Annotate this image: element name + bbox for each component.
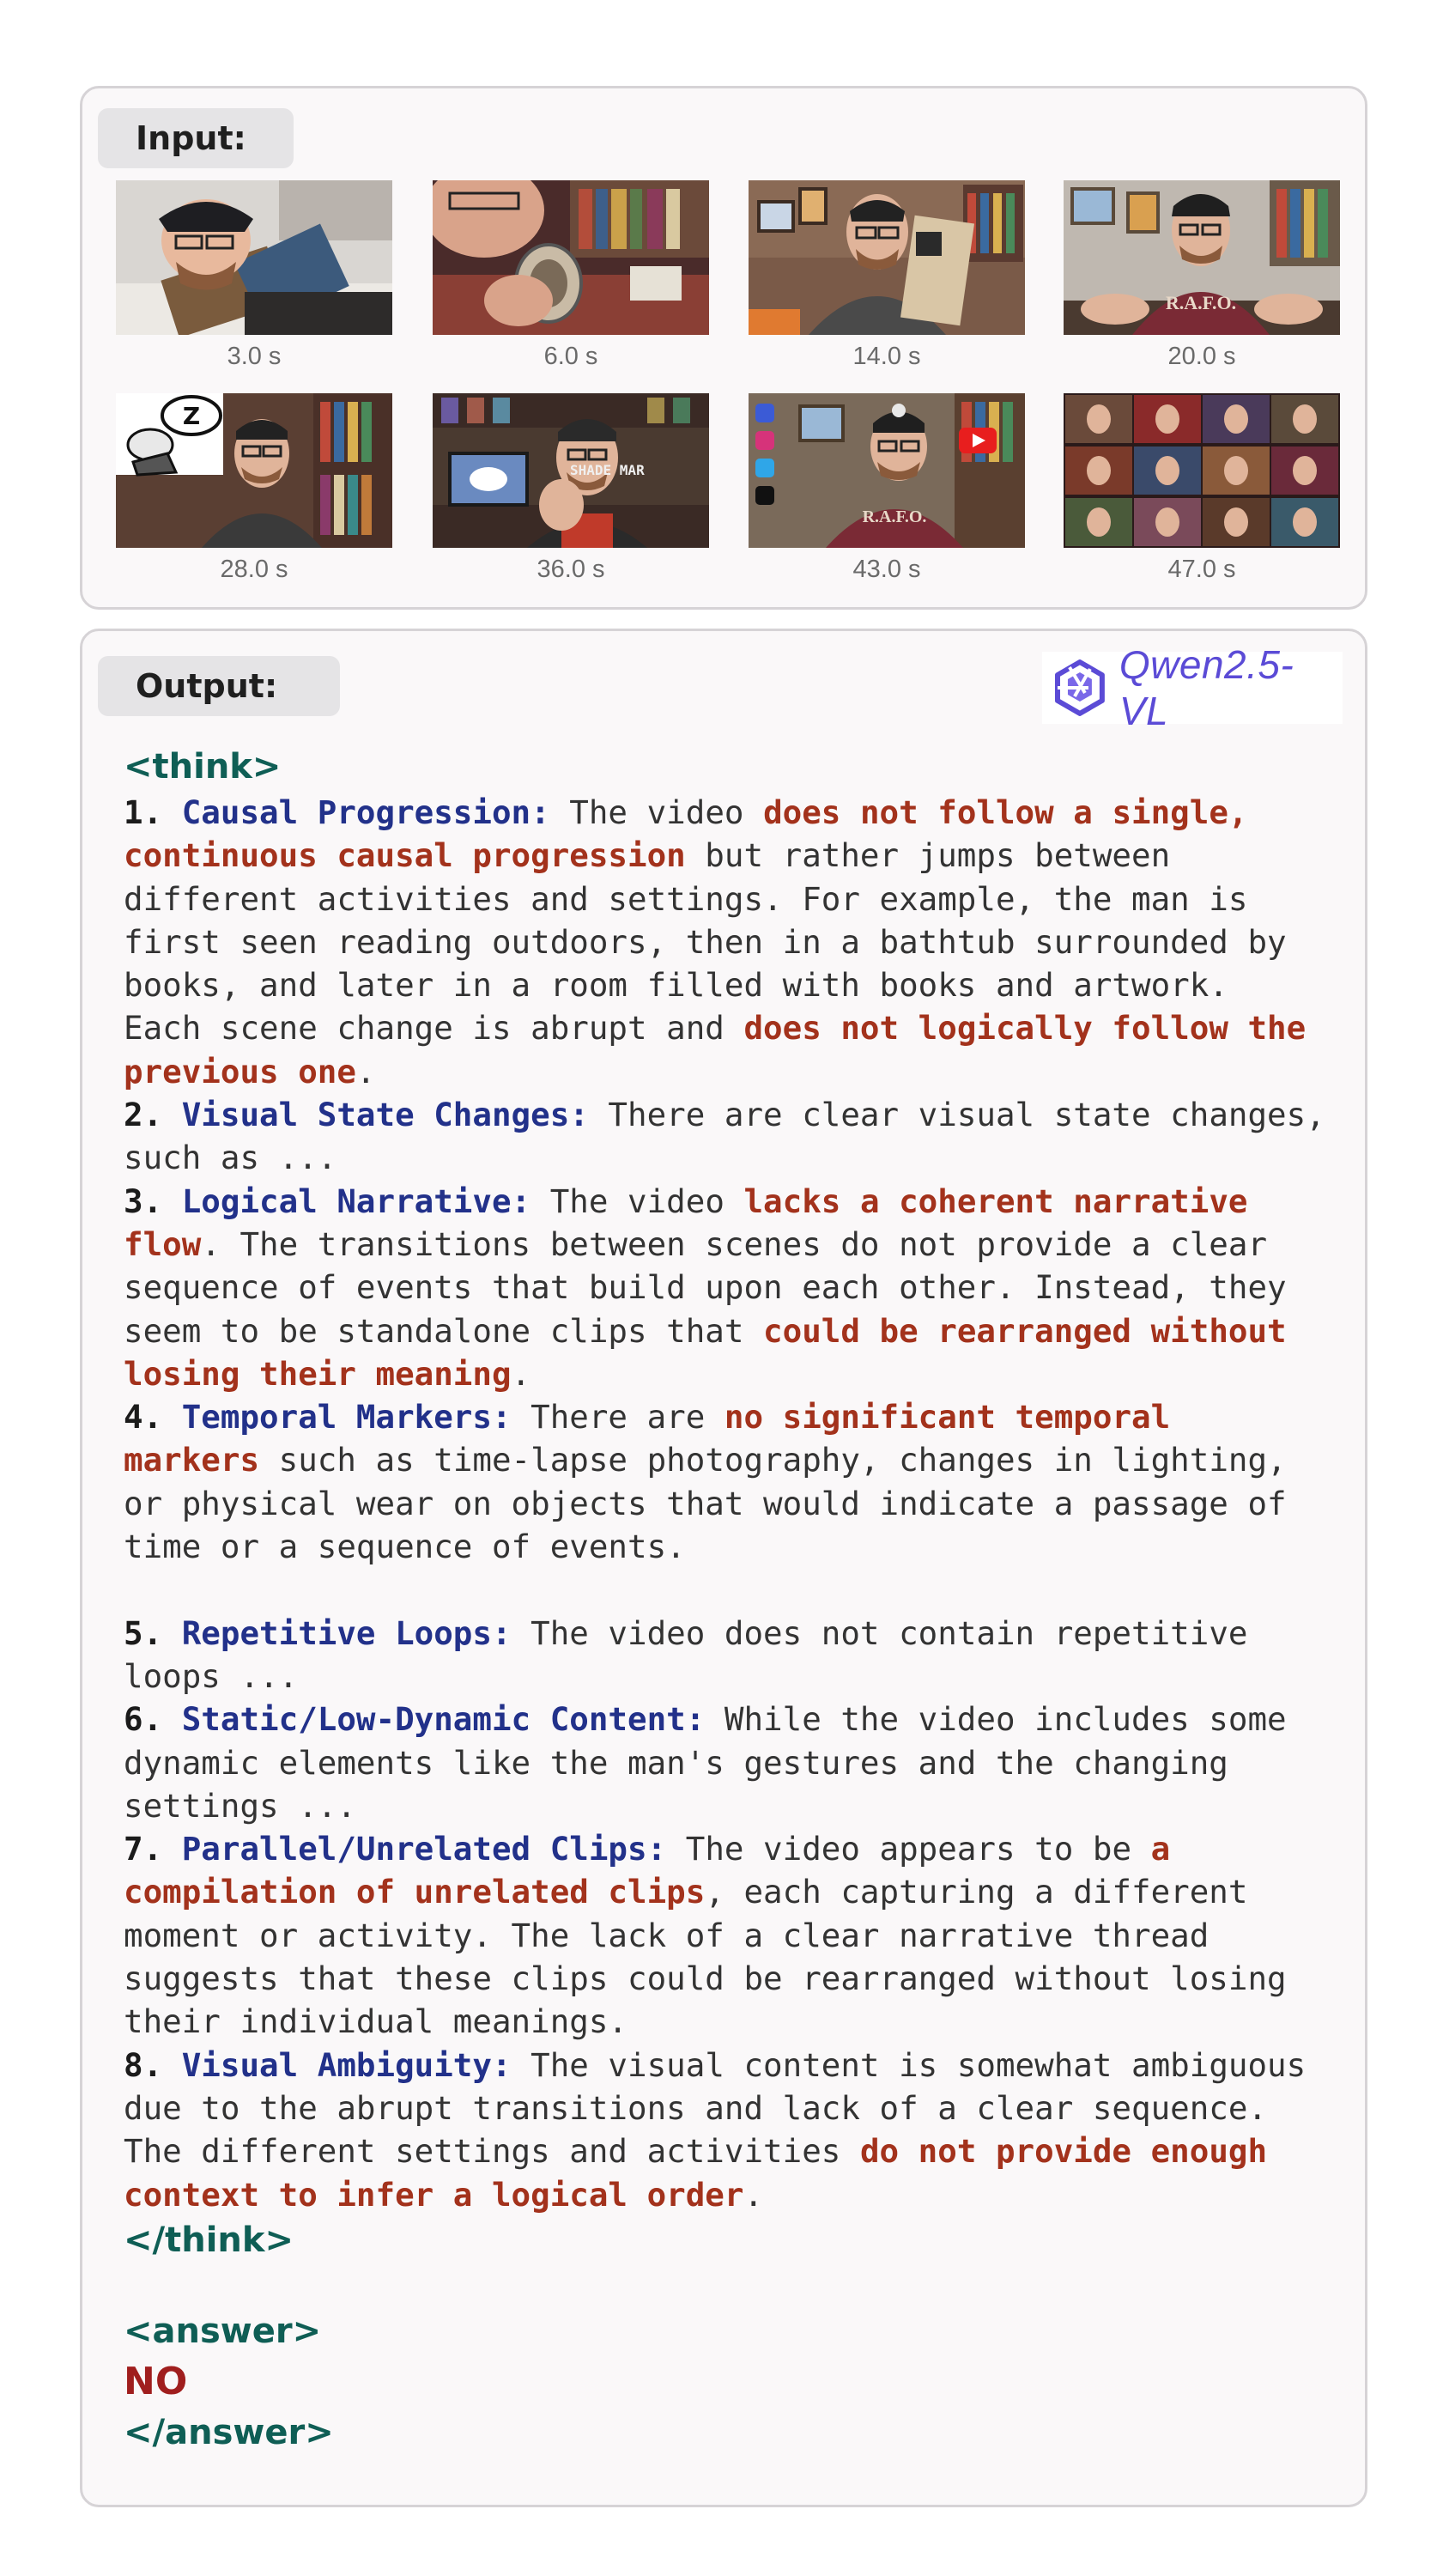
point-8: 8. Visual Ambiguity: The visual content is somewhat ambiguous due to the abrupt transitions and lack of a clear sequence. The different settings and activities do not provide enough context to infer a logical order. — [124, 2045, 1307, 2214]
video-frame-8 — [1064, 393, 1340, 548]
video-frame-7 — [749, 393, 1025, 548]
answer-open-tag: <answer> — [124, 2311, 322, 2351]
qwen-logo-text: Qwen2.5-VL — [1119, 642, 1294, 733]
point-7: 7. Parallel/Unrelated Clips: The video appears to be a compilation of unrelated clips, each capturing a different moment or activity. The lack of a clear narrative thread suggests that these clips could be rearranged without losing their individual meanings. — [124, 1830, 1287, 2041]
model-reasoning — [124, 743, 1360, 2457]
frame-6-time: 36.0 s — [537, 556, 605, 583]
frame-5-image — [116, 393, 392, 548]
qwen-logo — [1042, 642, 1343, 733]
frame-3-image — [749, 180, 1025, 335]
answer-close-tag: </answer> — [124, 2412, 334, 2452]
instagram-icon — [755, 431, 774, 450]
frame-5-sleep-z: Z — [182, 402, 201, 430]
answer-value: NO — [124, 2359, 188, 2403]
frame-2-image — [433, 180, 709, 335]
frame-7-image — [749, 393, 1025, 548]
frame-4-time: 20.0 s — [1167, 343, 1236, 370]
frame-4-shirt-text: R.A.F.O. — [1165, 292, 1237, 313]
point-6: 6. Static/Low-Dynamic Content: While the video includes some dynamic elements like the man's gestures and the changing settings ... — [124, 1700, 1287, 1825]
frame-4-image — [1064, 180, 1340, 335]
video-frame-2 — [433, 180, 709, 335]
frame-1-image — [116, 180, 392, 335]
think-close-tag: </think> — [124, 2220, 294, 2260]
input-panel — [80, 86, 1367, 610]
think-open-tag: <think> — [124, 747, 282, 787]
frame-6-watermark: SHADE MAR — [570, 462, 645, 478]
output-label: Output: — [98, 656, 340, 716]
frame-2-time: 6.0 s — [543, 343, 598, 370]
output-panel — [80, 629, 1367, 2507]
tiktok-icon — [755, 486, 774, 505]
frame-3-time: 14.0 s — [852, 343, 921, 370]
input-label: Input: — [98, 108, 294, 168]
frame-7-time: 43.0 s — [852, 556, 921, 583]
video-frame-3 — [749, 180, 1025, 335]
video-frame-6 — [433, 393, 709, 548]
frame-8-image — [1064, 393, 1340, 548]
video-frame-4 — [1064, 180, 1340, 335]
point-4: 4. Temporal Markers: There are no significant temporal markers such as time-lapse photography, changes in lighting, or physical wear on objects that would indicate a passage of time or a sequence of events. — [124, 1398, 1287, 1566]
frame-8-time: 47.0 s — [1167, 556, 1236, 583]
frame-5-time: 28.0 s — [220, 556, 288, 583]
twitter-icon — [755, 459, 774, 477]
frame-7-shirt-text: R.A.F.O. — [862, 507, 927, 526]
point-5: 5. Repetitive Loops: The video does not contain repetitive loops ... — [124, 1613, 1248, 1695]
frame-1-time: 3.0 s — [227, 343, 282, 370]
frame-6-image — [433, 393, 709, 548]
qwen-logo-icon — [1051, 659, 1109, 717]
video-frame-5 — [116, 393, 392, 548]
think-content — [124, 791, 1360, 2216]
point-3: 3. Logical Narrative: The video lacks a coherent narrative flow. The transitions between scenes do not provide a clear sequence of events that build upon each other. Instead, they seem to be standalone clips that could be rearranged without losing their meaning. — [124, 1182, 1287, 1393]
point-2: 2. Visual State Changes: There are clear visual state changes, such as ... — [124, 1096, 1325, 1177]
facebook-icon — [755, 404, 774, 422]
point-1: 1. Causal Progression: The video does not follow a single, continuous causal progression but rather jumps between different activities and settings. For example, the man is first seen reading outdoors, then in a bathtub surrounded by books, and later in a room filled with books and artwork. Each scene change is abrupt and does not logically follow the previous one. — [124, 793, 1307, 1091]
video-frame-1 — [116, 180, 392, 335]
